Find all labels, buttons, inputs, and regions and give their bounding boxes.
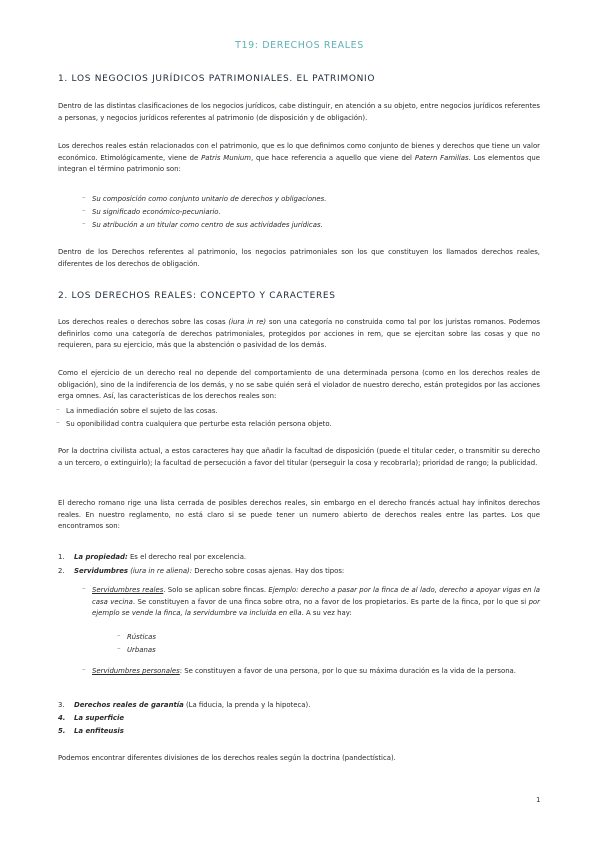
page-number: 1 — [536, 796, 541, 804]
text-span: . Solo se aplican sobre fincas. — [163, 586, 269, 594]
list-item-text: Su oponibilidad contra cualquiera que perturbe esta relación persona objeto. — [66, 420, 332, 428]
text-span: Servidumbres — [74, 567, 129, 575]
text-span: . Los elementos que integran el término patrimonio son: — [58, 153, 540, 173]
list-item — [82, 585, 540, 620]
numbered-item — [58, 566, 534, 578]
text-span: Derechos reales de garantía — [74, 701, 184, 709]
item-number: 1. — [58, 553, 65, 561]
list-item — [82, 220, 552, 232]
list-item-text: Su significado económico-pecuniario. — [92, 208, 221, 216]
text-span: son una categoría no construida como tal por los juristas romanos. Podemos definirlos como una categoría de derechos patrimoniales, protegidos por acciones in rem, que se ejercitan sobre las cosas y que no requieren, para su ejercicio, más que la abstención o pasividad de los demás. — [58, 318, 540, 349]
text-span: Los derechos reales están relacionados con el patrimonio, que es lo que definimos como conjunto de bienes y derechos que tiene un valor económico. Etimológicamente, viene de — [58, 142, 540, 162]
list-item — [117, 645, 587, 657]
item-number: 4. — [58, 714, 66, 722]
text-span: Servidumbres personales — [92, 667, 180, 675]
text-span: por ejemplo se vende la finca, la servidumbre va incluida en ella — [92, 597, 540, 617]
text-span: Patern Familias — [414, 153, 469, 162]
item-number: 3. — [58, 701, 65, 709]
text-span: La superficie — [74, 714, 124, 722]
text-span: Los derechos reales o derechos sobre las cosas — [58, 318, 229, 326]
paragraph: Dentro de los Derechos referentes al patrimonio, los negocios patrimoniales son los que constituyen los llamados derechos reales, diferentes de los derechos de obligación. — [58, 248, 540, 268]
numbered-item — [58, 726, 534, 738]
text-span: (iura in re) — [228, 318, 267, 326]
list-item — [82, 194, 552, 206]
list-item — [56, 419, 526, 431]
list-item — [117, 632, 587, 644]
paragraph: El derecho romano rige una lista cerrada de posibles derechos reales, sin embargo en el derecho francés actual hay infinitos derechos reales. En nuestro reglamento, no está claro si se puede tener un numero abierto de derechos reales entre las partes. Los que encontramos son: — [58, 499, 540, 530]
text-span: Ejemplo: derecho a pasar por la finca de al lado, derecho a apoyar vigas en la casa vecina — [92, 586, 540, 606]
list-item-text: Su atribución a un titular como centro de sus actividades jurídicas. — [92, 221, 323, 229]
dash-bullet-icon: ⁻ — [82, 586, 86, 594]
section-2-heading: 2. LOS DERECHOS REALES: CONCEPTO Y CARACTERES — [58, 291, 336, 301]
paragraph: Podemos encontrar diferentes divisiones de los derechos reales según la doctrina (pandectística). — [58, 754, 396, 762]
list-item — [82, 207, 552, 219]
paragraph: Dentro de las distintas clasificaciones de los negocios jurídicos, cabe distinguir, en atención a su objeto, entre negocios jurídicos referentes a personas, y negocios jurídicos referentes al patrimonio (de disposición y de obligación). — [58, 102, 540, 122]
text-span: . A su vez hay: — [301, 609, 352, 617]
text-span: Es el derecho real por excelencia. — [127, 553, 247, 561]
dash-bullet-icon: ⁻ — [117, 633, 121, 641]
text-span: : Se constituyen a favor de una persona, por lo que su máxima duración es la vida de la persona. — [179, 667, 516, 675]
text-span: , que hace referencia a aquello que viene del — [250, 153, 415, 162]
paragraph — [58, 141, 540, 176]
text-span: La propiedad: — [74, 553, 128, 561]
dash-bullet-icon: ⁻ — [82, 667, 86, 675]
text-span: Patris Munium — [201, 153, 251, 162]
dash-bullet-icon: ⁻ — [82, 208, 86, 216]
text-span: . Se constituyen a favor de una finca sobre otra, no a favor de los propietarios. Es parte de la finca, por lo que si — [132, 597, 529, 606]
list-item-text: Su composición como conjunto unitario de derechos y obligaciones. — [92, 195, 327, 203]
list-item — [82, 666, 540, 678]
dash-bullet-icon: ⁻ — [82, 221, 86, 229]
dash-bullet-icon: ⁻ — [56, 420, 60, 428]
text-span: Servidumbres reales — [92, 586, 164, 594]
list-item — [56, 406, 526, 418]
text-span: Derecho sobre cosas ajenas. Hay dos tipos: — [192, 567, 345, 575]
text-span: (La fiducia, la prenda y la hipoteca). — [183, 701, 311, 709]
numbered-item — [58, 700, 534, 712]
dash-bullet-icon: ⁻ — [117, 646, 121, 654]
list-item-text: Urbanas — [127, 646, 156, 654]
dash-bullet-icon: ⁻ — [82, 195, 86, 203]
paragraph: Como el ejercicio de un derecho real no depende del comportamiento de una determinada persona (como en los derechos reales de obligación), sino de la indiferencia de los demás, y no se sabe quién será el violador de nuestro derecho, están protegidos por las acciones erga omnes. Así, las características de los derechos reales son: — [58, 369, 540, 400]
list-item-text: Rústicas — [127, 633, 156, 641]
item-number: 5. — [58, 727, 66, 735]
text-span: La enfiteusis — [74, 727, 124, 735]
numbered-item — [58, 552, 534, 564]
page-title: T19: DERECHOS REALES — [235, 40, 364, 51]
item-number: 2. — [58, 567, 65, 575]
text-span: (iura in re aliena): — [128, 567, 193, 575]
numbered-item — [58, 713, 534, 725]
list-item-text: La inmediación sobre el sujeto de las cosas. — [66, 407, 218, 415]
paragraph: Por la doctrina civilista actual, a estos caracteres hay que añadir la facultad de disposición (puede el titular ceder, o transmitir su derecho a un tercero, o extinguirlo); la facultad de persecución a favor del titular (perseguir la cosa y recobrarla); prioridad de rango; la publicidad. — [58, 447, 540, 467]
dash-bullet-icon: ⁻ — [56, 407, 60, 415]
section-1-heading: 1. LOS NEGOCIOS JURÍDICOS PATRIMONIALES. EL PATRIMONIO — [58, 74, 376, 84]
paragraph — [58, 317, 540, 352]
